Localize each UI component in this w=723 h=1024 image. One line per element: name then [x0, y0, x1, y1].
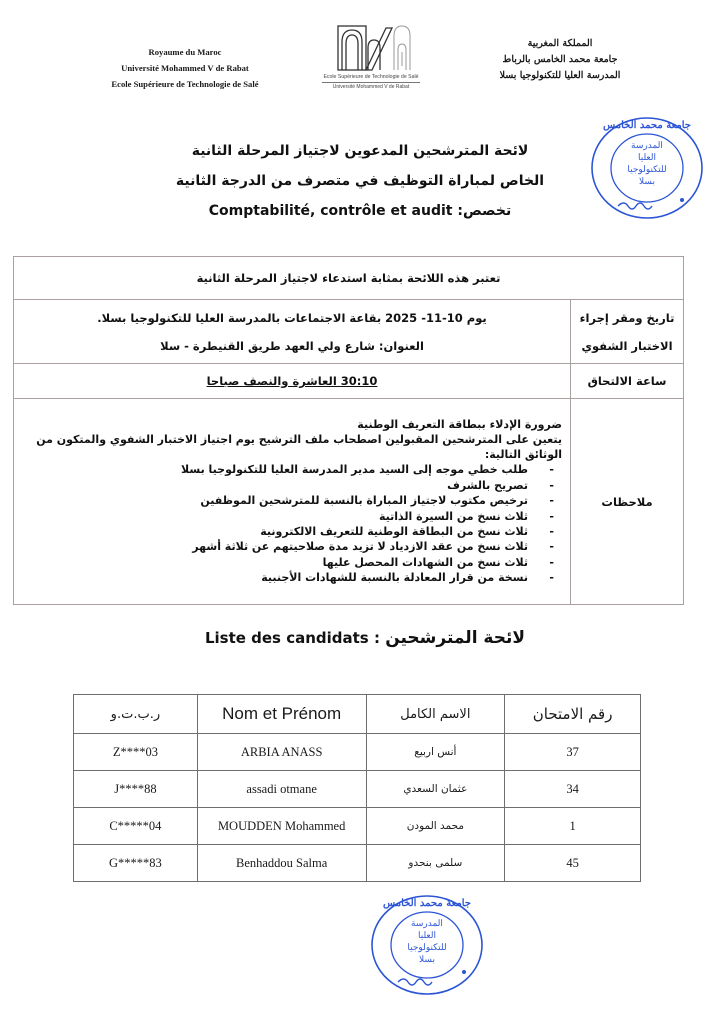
header-ar-school: المدرسة العليا للتكنولوجيا بسلا	[499, 70, 621, 81]
cell-name-ar: سلمى بنحدو	[366, 845, 505, 882]
title-line-2: الخاص لمباراة التوظيف في متصرف من الدرجة الثانية	[175, 173, 545, 189]
column-header-cin: ر.ب.ت.و	[74, 695, 198, 734]
time-value-cell	[14, 364, 571, 399]
bullet-dash-icon: -	[549, 525, 554, 538]
stamp-line-2: العليا	[417, 931, 437, 941]
cell-cin: G*****83	[74, 845, 198, 882]
logo-divider	[322, 82, 420, 83]
candidates-table	[73, 694, 641, 882]
official-stamp-top	[588, 114, 706, 222]
cell-name-fr: ARBIA ANASS	[197, 734, 366, 771]
stamp-line-4: بسلا	[419, 955, 435, 965]
list-item: - طلب خطي موجه إلى السيد مدير المدرسة العليا للتكنولوجيا بسلا	[181, 463, 554, 477]
time-label-cell: ساعة الالتحاق	[571, 364, 684, 399]
table-row	[74, 734, 641, 771]
info-header-cell: تعتبر هذه اللائحة بمثابة استدعاء لاجتياز المرحلة الثانية	[14, 257, 684, 300]
table-row	[74, 845, 641, 882]
header-ar-university: جامعة محمد الخامس بالرباط	[502, 54, 618, 65]
cell-name-ar: محمد المودن	[366, 808, 505, 845]
list-item: - ترخيص مكتوب لاجتياز المباراة بالنسبة للمترشحين الموظفين	[200, 494, 554, 508]
stamp-line-2: العليا	[637, 153, 657, 163]
candidates-header-row	[74, 695, 641, 734]
stamp-line-4: بسلا	[639, 177, 655, 187]
list-item: - ثلاث نسخ من السيرة الذاتية	[378, 509, 554, 523]
cell-cin: Z****03	[74, 734, 198, 771]
bullet-dash-icon: -	[549, 555, 554, 569]
stamp-line-1: المدرسة	[631, 141, 663, 151]
header-arabic-block	[470, 36, 650, 84]
logo-caption-school: Ecole Supérieure de Technologie de Salé	[323, 74, 419, 80]
stamp-line-3: للتكنولوجيا	[407, 943, 447, 953]
cell-cin: C*****04	[74, 808, 198, 845]
column-header-exam-number: رقم الامتحان	[505, 695, 641, 734]
table-row	[74, 771, 641, 808]
convocation-info-table	[13, 256, 684, 605]
bullet-dash-icon: -	[549, 509, 554, 523]
candidates-title-fr: Liste des candidats :	[204, 629, 380, 647]
column-header-name-ar: الاسم الكامل	[366, 695, 505, 734]
cell-exam-number: 34	[505, 771, 641, 808]
candidates-title	[200, 628, 530, 648]
bullet-dash-icon: -	[549, 540, 554, 554]
time-value: 30:10 العاشرة والنصف صباحا	[206, 374, 378, 388]
cell-exam-number: 1	[505, 808, 641, 845]
date-value-line-2: العنوان: شارع ولي العهد طريق القنيطرة - سلا	[160, 338, 424, 353]
list-item: - ثلاث نسخ من البطاقة الوطنية للتعريف الالكترونية	[260, 525, 554, 538]
stamp-ring-text: جامعة محمد الخامس	[602, 120, 691, 131]
bullet-dash-icon: -	[549, 571, 554, 585]
list-item: - نسخة من قرار المعادلة بالنسبة للشهادات الأجنبية	[261, 571, 554, 585]
header-fr-kingdom: Royaume du Maroc	[148, 47, 222, 57]
cell-exam-number: 45	[505, 845, 641, 882]
date-value-cell	[14, 300, 571, 364]
stamp-ring-text: جامعة محمد الخامس	[382, 898, 471, 909]
specialty-value: Comptabilité, contrôle et audit	[208, 203, 453, 219]
cell-name-fr: Benhaddou Salma	[197, 845, 366, 882]
info-header-row	[14, 257, 684, 300]
cell-exam-number: 37	[505, 734, 641, 771]
header-fr-university: Université Mohammed V de Rabat	[121, 63, 249, 73]
cell-name-fr: assadi otmane	[197, 771, 366, 808]
notes-intro-1: ضرورة الإدلاء ببطاقة التعريف الوطنية	[357, 418, 562, 432]
header-fr-school: Ecole Supérieure de Technologie de Salé	[111, 79, 259, 89]
list-item: - ثلاث نسخ من الشهادات المحصل عليها	[322, 555, 554, 569]
notes-label-cell: ملاحظات	[571, 399, 684, 605]
date-label-line-1: تاريخ ومقر إجراء	[579, 310, 675, 325]
candidates-title-ar: لائحة المترشحين	[385, 628, 526, 648]
info-time-row	[14, 364, 684, 399]
cell-name-fr: MOUDDEN Mohammed	[197, 808, 366, 845]
title-specialty	[150, 196, 570, 226]
list-item: - ثلاث نسخ من عقد الازدياد لا تزيد مدة صلاحيتهم عن ثلاثة أشهر	[192, 540, 554, 554]
bullet-dash-icon: -	[549, 478, 554, 492]
bullet-dash-icon: -	[549, 463, 554, 477]
school-logo	[308, 22, 434, 98]
column-header-name-fr: Nom et Prénom	[197, 695, 366, 734]
date-label-line-2: الاختبار الشفوي	[581, 338, 673, 353]
title-line-1: لائحة المترشحين المدعوين لاجتياز المرحلة الثانية	[191, 143, 529, 159]
required-documents-list	[22, 462, 562, 585]
cell-name-ar: أنس اربيع	[366, 734, 505, 771]
document-title	[150, 136, 570, 226]
stamp-line-3: للتكنولوجيا	[627, 165, 667, 175]
official-stamp-bottom	[368, 892, 486, 998]
cell-cin: J****88	[74, 771, 198, 808]
info-date-row	[14, 300, 684, 364]
logo-arch-icon	[308, 22, 434, 74]
specialty-label: تخصص:	[457, 203, 512, 219]
header-french-block	[70, 44, 300, 92]
logo-caption-university: Université Mohammed V de Rabat	[332, 84, 410, 90]
cell-name-ar: عثمان السعدي	[366, 771, 505, 808]
notes-intro-2: يتعين على المترشحين المقبولين اصطحاب ملف الترشيح يوم اجتياز الاختبار الشفوي والمتكون من الوثائق التالية:	[36, 433, 562, 462]
bullet-dash-icon: -	[549, 494, 554, 508]
notes-content-cell	[14, 399, 571, 605]
stamp-line-1: المدرسة	[411, 919, 443, 929]
list-item: - تصريح بالشرف	[447, 478, 554, 492]
table-row	[74, 808, 641, 845]
date-value-line-1: يوم 10-11- 2025 بقاعة الاجتماعات بالمدرسة العليا للتكنولوجيا بسلا.	[97, 310, 487, 325]
info-notes-row	[14, 399, 684, 605]
header-ar-kingdom: المملكة المغربية	[527, 38, 593, 49]
date-label-cell	[571, 300, 684, 364]
